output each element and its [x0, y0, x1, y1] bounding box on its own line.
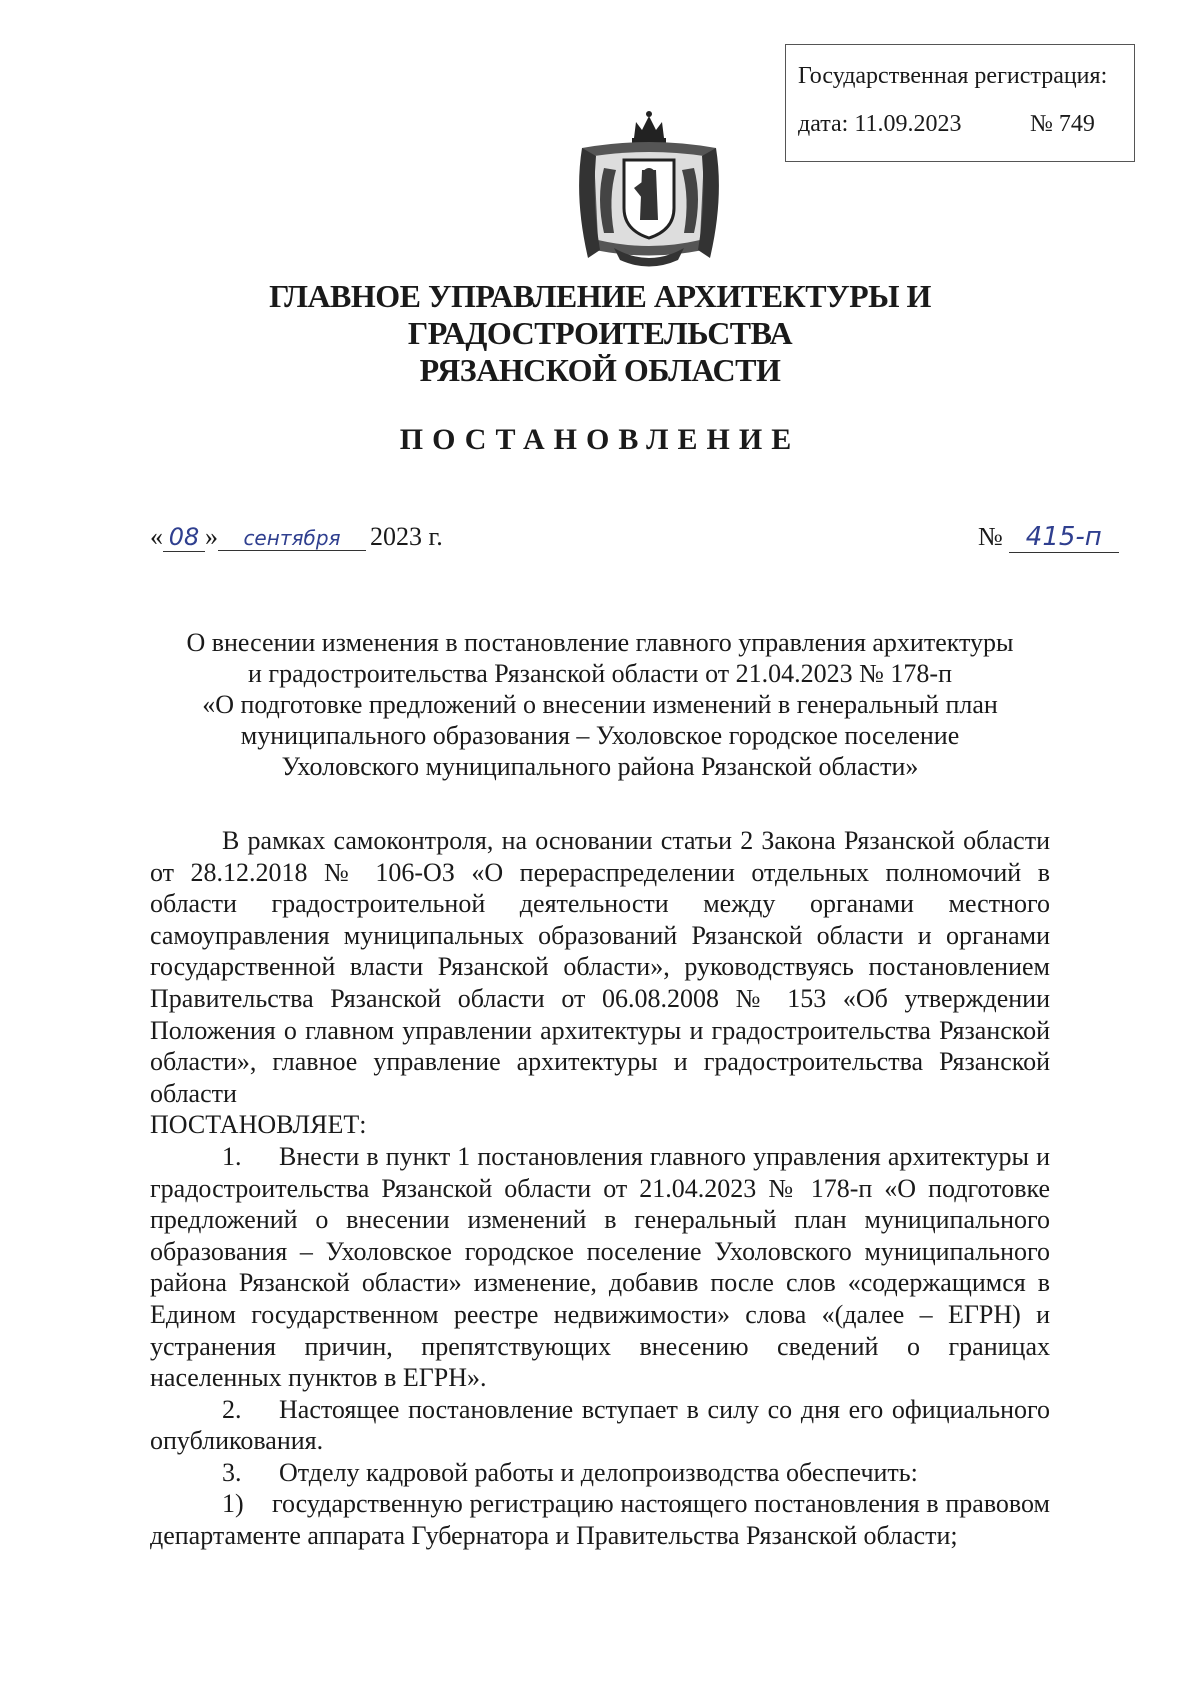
subitem-1 — [150, 1488, 1050, 1551]
preamble-paragraph: В рамках самоконтроля, на основании статьи 2 Закона Рязанской области от 28.12.2018 № 106-ОЗ «О перераспределении отдельных полномочий в области градостроительной деятельности между органами местного самоуправления муниципальных образований Рязанской области и органами государственной власти Рязанской области», руководствуясь постановлением Правительства Рязанской области от 06.08.2008 № 153 «Об утверждении Положения о главном управлении архитектуры и градостроительства Рязанской области», главное управление архитектуры и градостроительства Рязанской области — [150, 826, 1050, 1108]
item-3-number: 3. — [222, 1457, 242, 1487]
item-3-text: Отделу кадровой работы и делопроизводства обеспечить: — [279, 1457, 918, 1487]
subitem-1-number: 1) — [222, 1489, 244, 1519]
coat-of-arms-icon — [574, 108, 724, 273]
document-date — [150, 522, 443, 552]
item-2-text: Настоящее постановление вступает в силу со дня его официального опубликования. — [150, 1394, 1050, 1456]
document-type: ПОСТАНОВЛЕНИЕ — [399, 423, 801, 456]
organization-name — [100, 278, 1100, 389]
item-3 — [150, 1457, 1050, 1489]
date-open-quote: « — [150, 522, 163, 551]
date-day: 08 — [163, 523, 205, 552]
subject-line-1: О внесении изменения в постановление главного управления архитектуры — [186, 628, 1014, 657]
item-1-number: 1. — [222, 1141, 242, 1171]
registration-stamp — [785, 44, 1135, 162]
date-month: сентября — [218, 526, 366, 551]
subject-line-5: Ухоловского муниципального района Рязанской области» — [281, 752, 919, 781]
subject-line-4: муниципального образования – Ухоловское городское поселение — [240, 721, 960, 750]
registration-date: дата: 11.09.2023 — [798, 111, 962, 137]
subject-line-3: «О подготовке предложений о внесении изменений в генеральный план — [202, 690, 998, 719]
subject-line-2: и градостроительства Рязанской области от 21.04.2023 № 178-п — [248, 659, 952, 688]
document-subject — [150, 627, 1050, 782]
item-1-text: Внести в пункт 1 постановления главного управления архитектуры и градостроительства Рязанской области от 21.04.2023 № 178-п «О подготовке предложений о внесении изменений в генеральный план муниципального образования – Ухоловское городское поселение Ухоловского муниципального района Рязанской области» изменение, добавив после слов «содержащимся в Едином государственном реестре недвижимости» слова «(далее – ЕГРН) и устранения причин, препятствующих внесению сведений о границах населенных пунктов в ЕГРН». — [150, 1141, 1050, 1393]
registration-details — [798, 111, 1134, 138]
item-1 — [150, 1141, 1050, 1394]
number-prefix: № — [978, 522, 1003, 551]
resolves-paragraph: ПОСТАНОВЛЯЕТ: — [150, 1110, 367, 1140]
subitem-1-text: государственную регистрацию настоящего постановления в правовом департаменте аппарата Губернатора и Правительства Рязанской области; — [150, 1489, 1050, 1551]
registration-title: Государственная регистрация: — [798, 63, 1108, 89]
number-value: 415-п — [1009, 522, 1119, 553]
org-line-2: РЯЗАНСКОЙ ОБЛАСТИ — [419, 352, 781, 388]
item-2-number: 2. — [222, 1394, 242, 1424]
registration-number: № 749 — [1030, 111, 1095, 137]
item-2 — [150, 1394, 1050, 1457]
date-year: 2023 г. — [370, 522, 443, 551]
document-body — [150, 825, 1050, 1552]
date-close-quote: » — [205, 522, 218, 551]
org-line-1: ГЛАВНОЕ УПРАВЛЕНИЕ АРХИТЕКТУРЫ И ГРАДОСТРОИТЕЛЬСТВА — [269, 278, 931, 351]
document-number — [978, 522, 1119, 553]
